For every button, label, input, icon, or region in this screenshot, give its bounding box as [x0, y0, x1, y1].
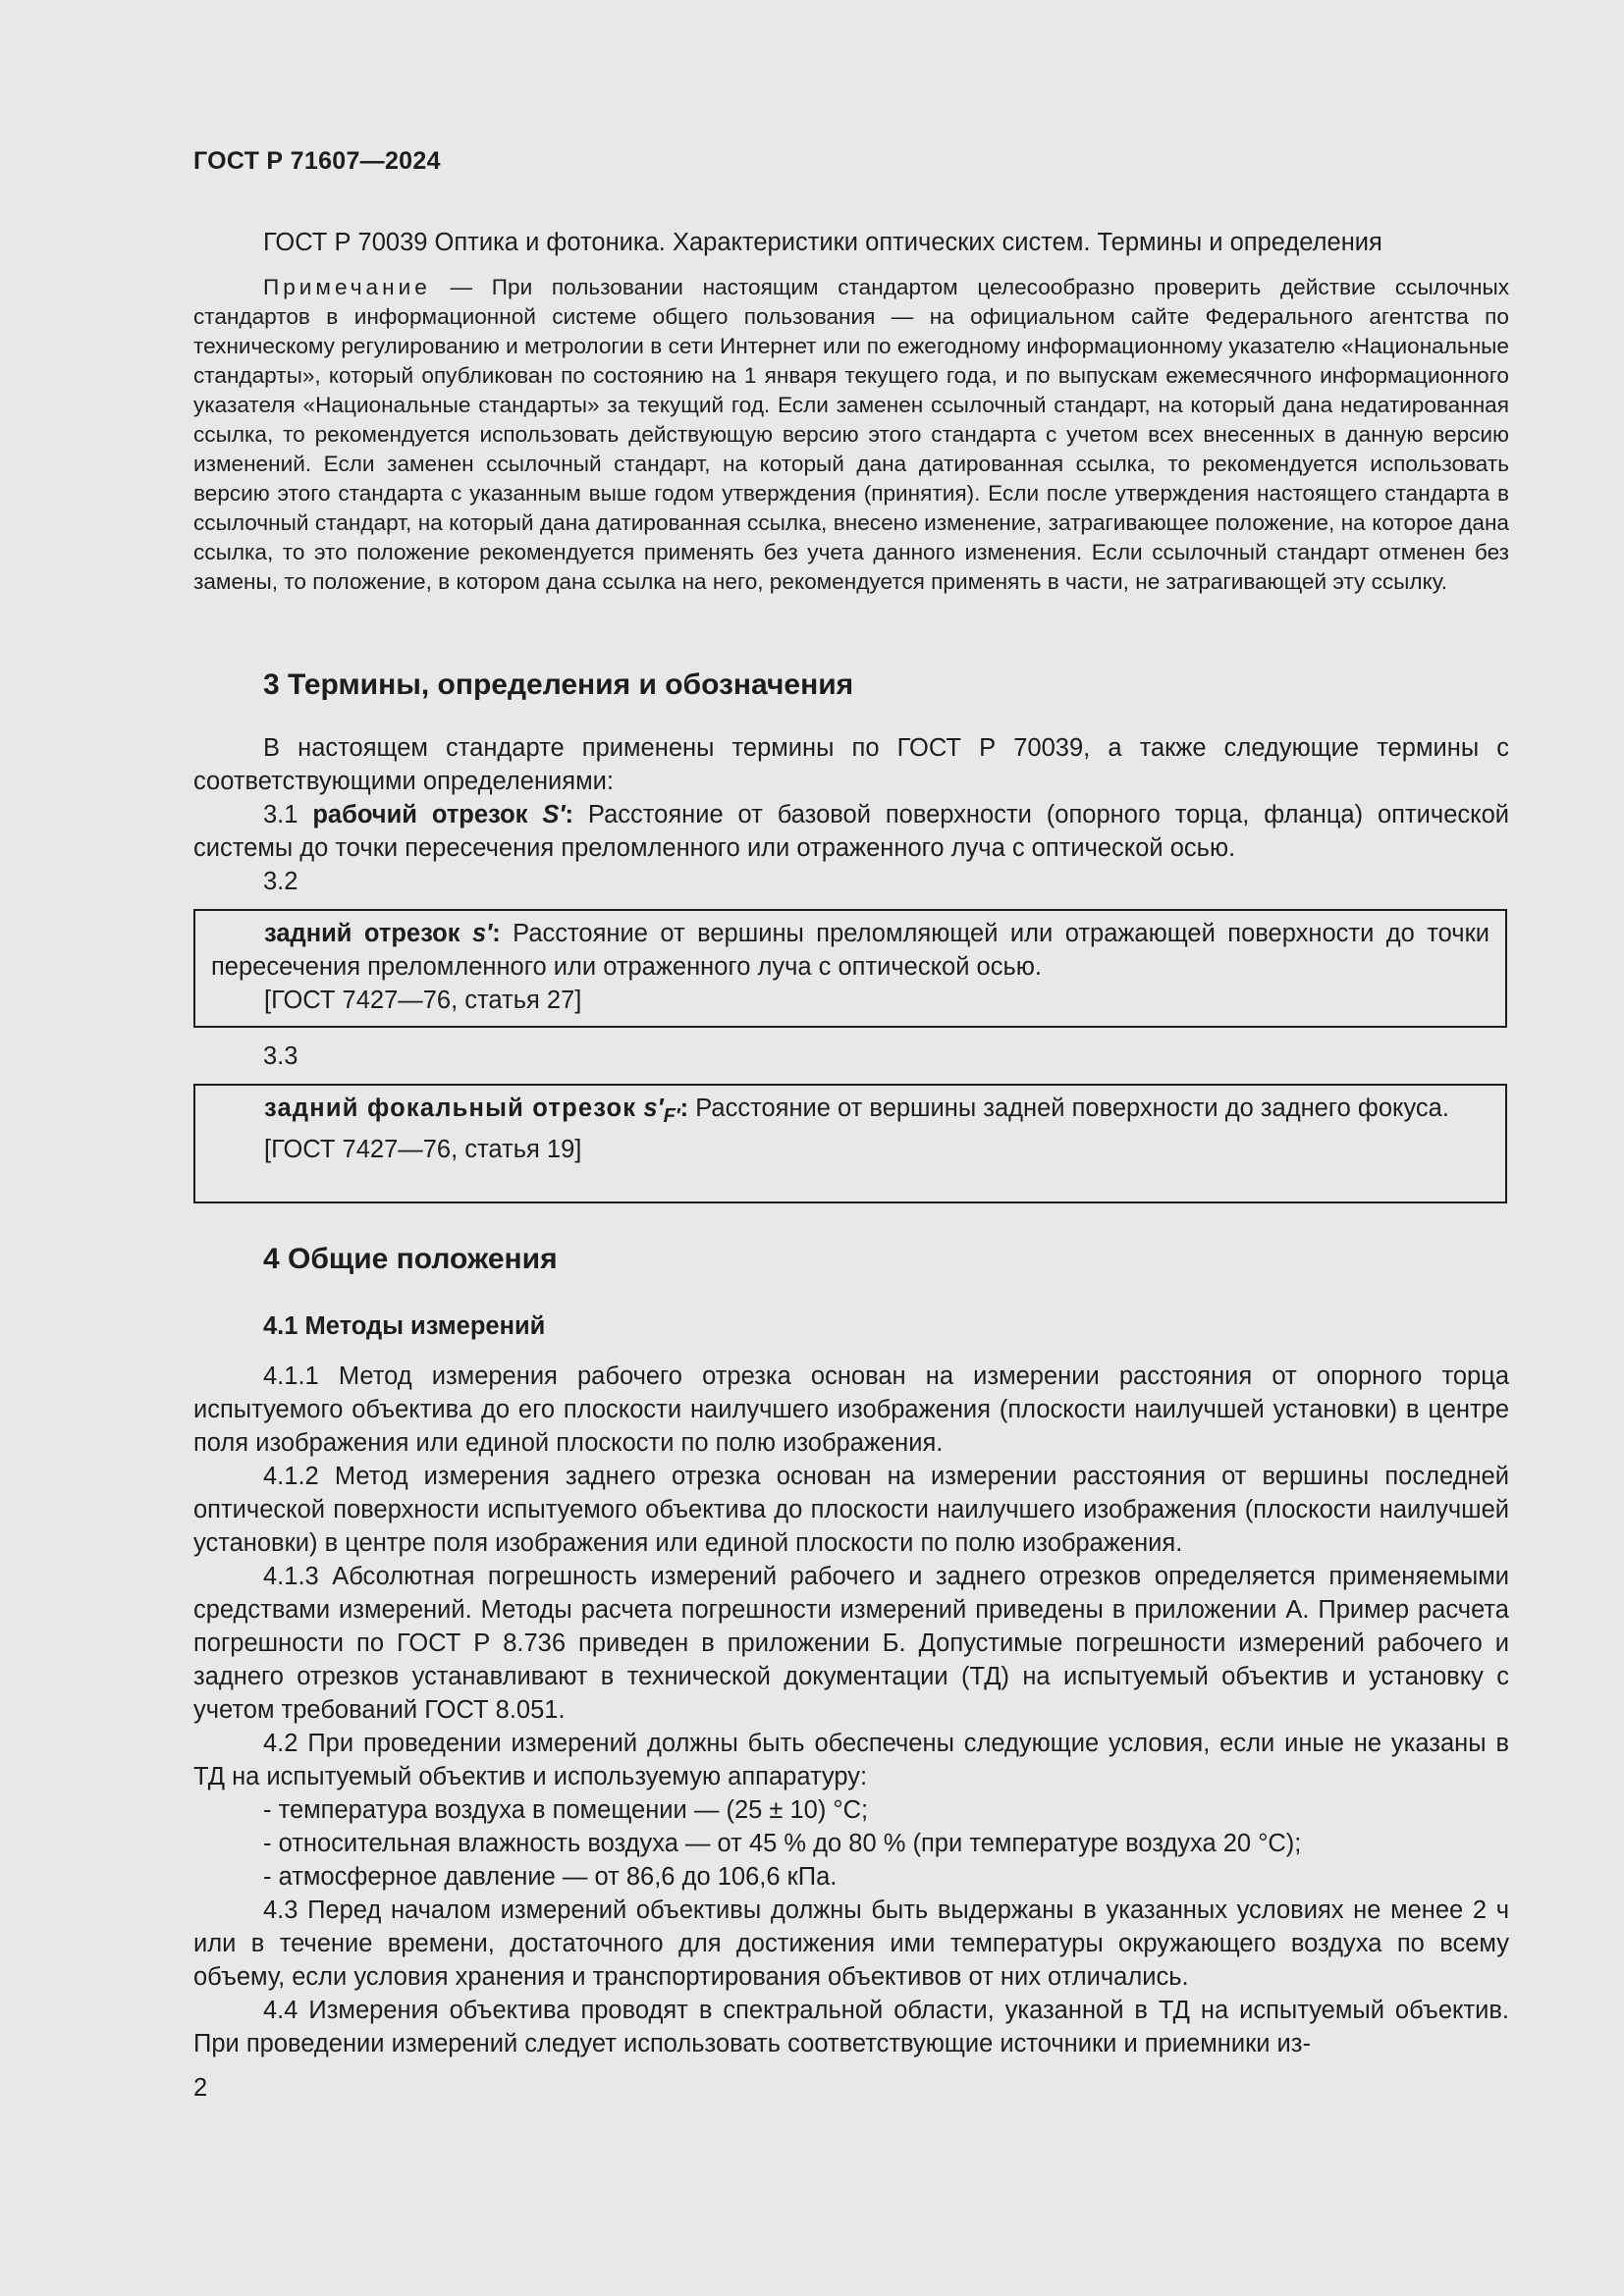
note-block [193, 273, 1509, 597]
term-3-3-subscript: F′ [663, 1105, 680, 1128]
note-label: Примечание [263, 275, 431, 299]
section-4-title: 4 Общие положения [263, 1243, 558, 1275]
section-3-title: 3 Термины, определения и обозначения [263, 668, 854, 701]
page-number: 2 [193, 2074, 208, 2102]
section-3-body [193, 731, 1509, 865]
term-3-3-name: задний фокальный отрезок [264, 1095, 637, 1122]
paragraph-4-1-3: 4.1.3 Абсолютная погрешность измерений рабочего и заднего отрезков определяется применяемыми средствами измерений. Методы расчета погрешности измерений приведены в приложении А. Пример расчета погрешности по ГОСТ Р 8.736 приведен в приложении Б. Допустимые погрешности измерений рабочего и заднего отрезков устанавливают в технической документации (ТД) на испытуемый объектив и установку с учетом требований ГОСТ 8.051. [193, 1563, 1509, 1724]
term-3-3-definition: Расстояние от вершины задней поверхности до заднего фокуса. [688, 1095, 1449, 1122]
term-3-3-number: 3.3 [263, 1042, 298, 1070]
condition-item: - относительная влажность воздуха — от 45 % до 80 % (при температуре воздуха 20 °С); [263, 1830, 1302, 1857]
paragraph-4-4: 4.4 Измерения объектива проводят в спектральной области, указанной в ТД на испытуемый объектив. При проведении измерений следует использовать соответствующие источники и приемники из- [193, 1997, 1509, 2057]
note-text: — При пользовании настоящим стандартом целесообразно проверить действие ссылочных стандартов в информационной системе общего пользования — на официальном сайте Федерального агентства по техническому регулированию и метрологии в сети Интернет или по ежегодному информационному указателю «Национальные стандарты», который опубликован по состоянию на 1 января текущего года, и по выпускам ежемесячного информационного указателя «Национальные стандарты» за текущий год. Если заменен ссылочный стандарт, на который дана недатированная ссылка, то рекомендуется использовать действующую версию этого стандарта с учетом всех внесенных в данную версию изменений. Если заменен ссылочный стандарт, на который дана датированная ссылка, то рекомендуется использовать версию этого стандарта с указанным выше годом утверждения (принятия). Если после утверждения настоящего стандарта в ссылочный стандарт, на который дана датированная ссылка, внесено изменение, затрагивающее положение, на которое дана ссылка, то это положение рекомендуется применять без учета данного изменения. Если ссылочный стандарт отменен без замены, то положение, в котором дана ссылка на него, рекомендуется применять в части, не затрагивающей эту ссылку. [193, 275, 1509, 594]
subsection-4-1-title: 4.1 Методы измерений [263, 1312, 546, 1340]
paragraph-4-1-2: 4.1.2 Метод измерения заднего отрезка основан на измерении расстояния от вершины последней оптической поверхности испытуемого объектива до плоскости наилучшего изображения (плоскости наилучшей установки) в центре поля изображения или единой плоскости по полю изображения. [193, 1463, 1509, 1557]
term-3-3-symbol: s′ [643, 1095, 664, 1122]
reference-line: ГОСТ Р 70039 Оптика и фотоника. Характеристики оптических систем. Термины и определения [263, 229, 1382, 256]
term-3-3 [211, 1092, 1489, 1133]
condition-item: - температура воздуха в помещении — (25 ± 10) °С; [263, 1796, 869, 1824]
term-3-2-definition: Расстояние от вершины преломляющей или отражающей поверхности до точки пересечения преломленного или отраженного луча с оптической осью. [211, 920, 1489, 981]
term-3-3-colon: : [679, 1095, 689, 1122]
term-3-1-colon: : [565, 801, 573, 828]
term-3-2-symbol: s′ [471, 920, 493, 947]
term-3-1-symbol: S′ [542, 801, 566, 828]
term-3-3-source: [ГОСТ 7427—76, статья 19] [264, 1136, 582, 1164]
condition-item: - атмосферное давление — от 86,6 до 106,6 кПа. [263, 1863, 838, 1891]
term-3-2-box [193, 909, 1507, 1028]
term-3-2-number: 3.2 [263, 868, 298, 895]
section-4-body [193, 1360, 1509, 2060]
term-3-1-definition: Расстояние от базовой поверхности (опорного торца, фланца) оптической системы до точки пересечения преломленного или отраженного луча с оптической осью. [193, 801, 1510, 862]
term-3-2 [211, 917, 1489, 984]
page-header: ГОСТ Р 71607—2024 [193, 147, 441, 175]
term-3-1-name: рабочий отрезок [312, 801, 528, 828]
section-3-intro: В настоящем стандарте применены термины по ГОСТ Р 70039, а также следующие термины с соответствующими определениями: [193, 734, 1509, 795]
term-3-1-number: 3.1 [263, 801, 313, 828]
paragraph-4-2: 4.2 При проведении измерений должны быть обеспечены следующие условия, если иные не указаны в ТД на испытуемый объектив и используемую аппаратуру: [193, 1730, 1509, 1790]
term-3-2-source: [ГОСТ 7427—76, статья 27] [264, 987, 582, 1014]
paragraph-4-1-1: 4.1.1 Метод измерения рабочего отрезка основан на измерении расстояния от опорного торца испытуемого объектива до его плоскости наилучшего изображения (плоскости наилучшей установки) в центре поля изображения или единой плоскости по полю изображения. [193, 1362, 1509, 1457]
term-3-2-colon: : [492, 920, 501, 947]
paragraph-4-3: 4.3 Перед началом измерений объективы должны быть выдержаны в указанных условиях не менее 2 ч или в течение времени, достаточного для достижения ими температуры окружающего воздуха по всему объему, если условия хранения и транспортирования объективов от них отличались. [193, 1896, 1509, 1991]
term-3-3-box [193, 1084, 1507, 1203]
term-3-1 [193, 798, 1509, 865]
term-3-2-name: задний отрезок [264, 920, 460, 947]
